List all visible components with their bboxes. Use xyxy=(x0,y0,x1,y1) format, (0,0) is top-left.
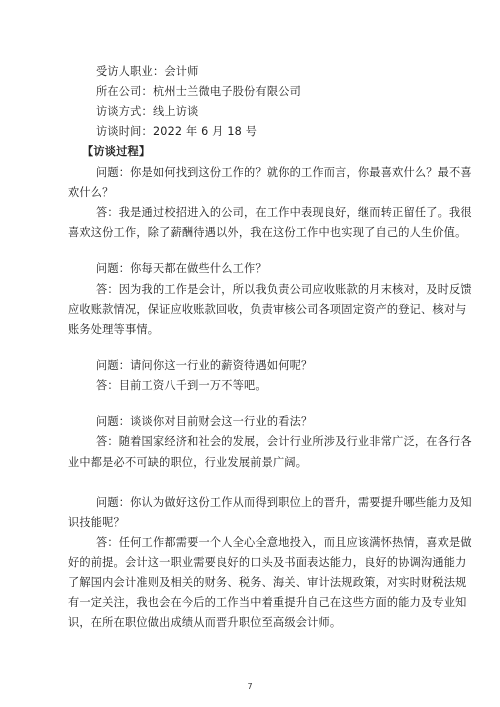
qa-line: 问题：你认为做好这份工作从而得到职位上的晋升，需要提升哪些能力及知 xyxy=(96,496,472,509)
qa-line: 有一定关注，我也会在今后的工作当中着重提升自己在这些方面的能力及专业知 xyxy=(68,596,467,609)
page-number: 7 xyxy=(247,682,253,691)
qa-line: 答：随着国家经济和社会的发展，会计行业所涉及行业非常广泛，在各行各 xyxy=(96,435,472,448)
qa-line: 问题：你每天都在做些什么工作？ xyxy=(96,262,267,275)
method-line: 访谈方式：线上访谈 xyxy=(96,105,199,118)
qa-line: 业中都是必不可缺的职位，行业发展前景广阔。 xyxy=(68,456,308,469)
qa-line: 答：任何工作都需要一个人全心全意地投入，而且应该满怀热情，喜欢是做 xyxy=(96,536,472,549)
qa-line: 答：因为我的工作是会计，所以我负责公司应收账款的月末核对，及时反馈 xyxy=(96,283,472,296)
qa-line: 好的前提。会计这一职业需要良好的口头及书面表达能力，良好的协调沟通能力 xyxy=(68,556,467,569)
qa-line: 问题：谈谈你对目前财会这一行业的看法？ xyxy=(96,415,313,428)
qa-line: 账务处理等事情。 xyxy=(68,323,160,336)
qa-line: 应收账款情况，保证应收账款回收，负责审核公司各项固定资产的登记、核对与 xyxy=(68,303,467,316)
company-line: 所在公司：杭州士兰微电子股份有限公司 xyxy=(96,85,301,98)
qa-line: 答：目前工资八千到一万不等吧。 xyxy=(96,379,267,392)
section-title: 【访谈过程】 xyxy=(82,145,151,158)
qa-line: 识，在所在职位做出成绩从而晋升职位至高级会计师。 xyxy=(68,616,342,629)
qa-line: 问题：你是如何找到这份工作的？就你的工作而言，你最喜欢什么？最不喜 xyxy=(96,166,472,179)
qa-line: 识技能呢？ xyxy=(68,516,125,529)
occupation-line: 受访人职业：会计师 xyxy=(96,65,199,78)
qa-line: 了解国内会计准则及相关的财务、税务、海关、审计法规政策，对实时财税法规 xyxy=(68,576,467,589)
qa-line: 答：我是通过校招进入的公司，在工作中表现良好，继而转正留任了。我很 xyxy=(96,206,472,219)
qa-line: 欢什么？ xyxy=(68,186,114,199)
time-line: 访谈时间：2022 年 6 月 18 号 xyxy=(96,125,258,138)
qa-line: 问题：请问你这一行业的薪资待遇如何呢？ xyxy=(96,359,313,372)
qa-line: 喜欢这份工作，除了薪酬待遇以外，我在这份工作中也实现了自己的人生价值。 xyxy=(68,226,467,239)
